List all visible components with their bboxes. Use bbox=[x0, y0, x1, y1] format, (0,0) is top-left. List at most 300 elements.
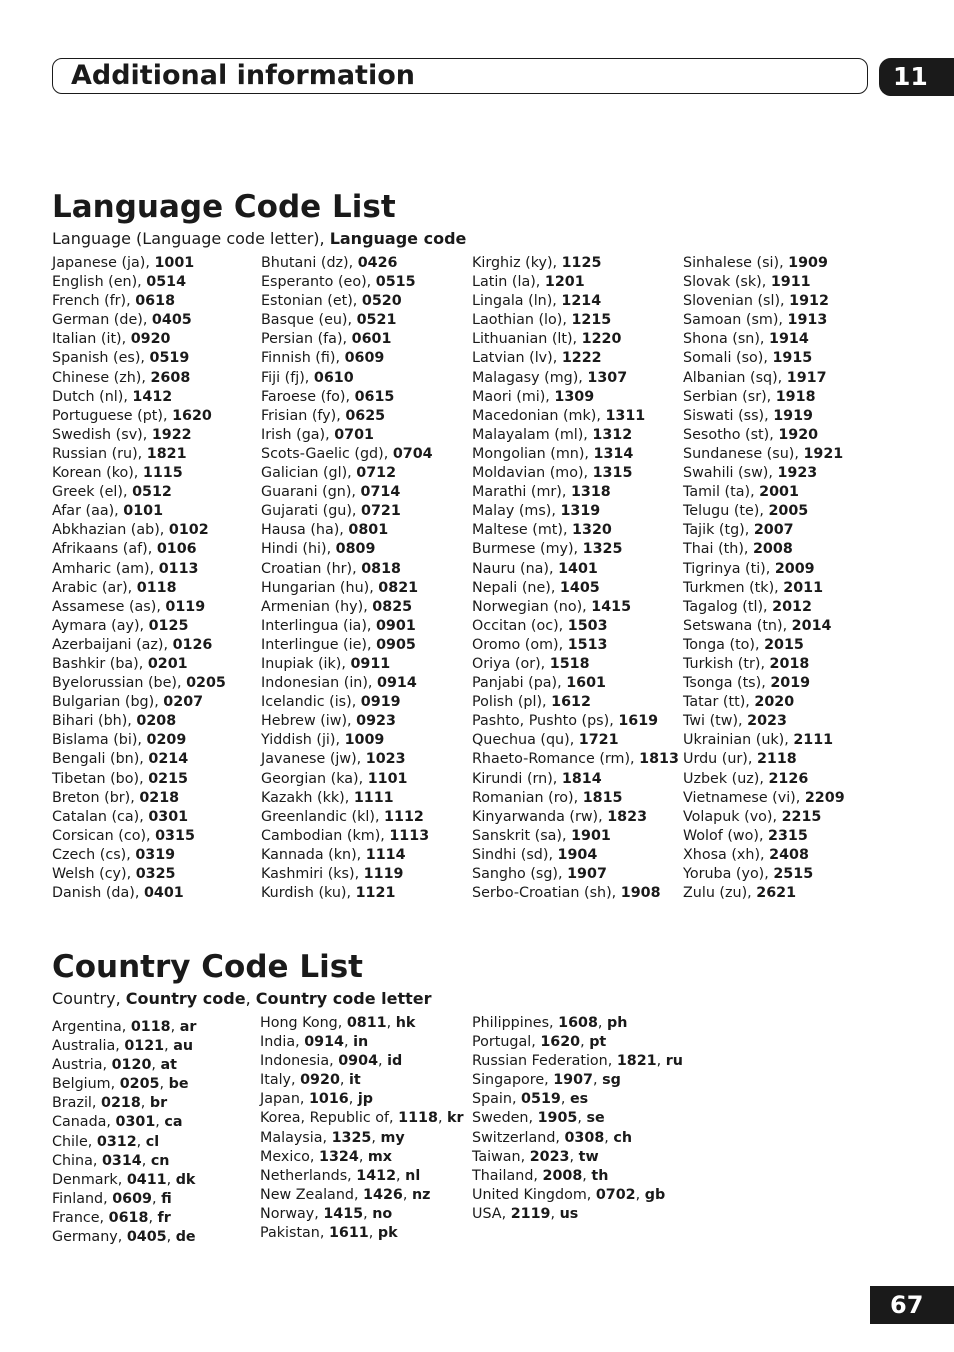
language-code: 1001 bbox=[154, 255, 195, 271]
language-name: Latin (la), bbox=[472, 274, 545, 291]
language-column-1 bbox=[52, 254, 226, 903]
country-letter: id bbox=[387, 1053, 403, 1070]
country-code: 2023 bbox=[529, 1148, 570, 1165]
language-code: 0214 bbox=[148, 751, 189, 768]
language-code: 0218 bbox=[139, 789, 180, 806]
language-code: 1315 bbox=[592, 465, 633, 482]
language-code: 2015 bbox=[764, 636, 804, 653]
language-code: 0208 bbox=[136, 713, 177, 730]
country-letter: nl bbox=[405, 1167, 421, 1184]
language-entry bbox=[52, 407, 226, 426]
language-name: Nauru (na), bbox=[472, 560, 559, 577]
country-code: 0618 bbox=[108, 1209, 149, 1226]
language-column-2 bbox=[261, 254, 433, 903]
language-name: Sangho (sg), bbox=[472, 866, 568, 882]
language-code: 1125 bbox=[561, 255, 602, 271]
language-code: 1901 bbox=[571, 827, 611, 844]
language-entry bbox=[683, 865, 845, 884]
language-code: 0126 bbox=[172, 636, 213, 653]
language-code: 1815 bbox=[582, 789, 623, 806]
language-entry bbox=[52, 273, 226, 292]
country-column-2 bbox=[260, 1014, 464, 1243]
language-name: Uzbek (uz), bbox=[683, 770, 769, 787]
country-code: 0120 bbox=[111, 1057, 152, 1074]
language-code: 0514 bbox=[146, 274, 187, 291]
language-entry bbox=[261, 750, 433, 769]
country-legend bbox=[52, 989, 432, 1009]
language-entry bbox=[52, 502, 226, 521]
country-letter: in bbox=[353, 1034, 369, 1051]
country-letter: dk bbox=[175, 1171, 196, 1188]
country-code: 1620 bbox=[540, 1034, 581, 1051]
country-code: 0411 bbox=[126, 1171, 167, 1188]
country-code: 0218 bbox=[101, 1095, 141, 1112]
country-letter: tw bbox=[578, 1148, 599, 1165]
country-letter: ru bbox=[665, 1053, 683, 1070]
language-section-title: Language Code List bbox=[52, 189, 396, 225]
country-entry: China, 0314, cn bbox=[52, 1152, 170, 1169]
language-code: 1115 bbox=[142, 465, 183, 482]
country-name: Sweden, bbox=[472, 1110, 538, 1127]
language-entry bbox=[683, 598, 845, 617]
language-name: Afar (aa), bbox=[52, 503, 124, 520]
language-code: 1913 bbox=[787, 312, 828, 329]
language-entry bbox=[261, 445, 433, 464]
country-letter: pk bbox=[377, 1225, 398, 1242]
language-code: 1907 bbox=[567, 866, 607, 882]
language-entry bbox=[472, 445, 679, 464]
language-code: 0520 bbox=[361, 293, 402, 310]
language-code: 2215 bbox=[781, 808, 822, 825]
language-code: 1904 bbox=[557, 846, 598, 863]
language-code: 1601 bbox=[566, 675, 607, 692]
language-entry bbox=[683, 712, 845, 731]
country-code: 1412 bbox=[356, 1167, 397, 1184]
language-entry bbox=[683, 827, 845, 846]
language-name: Hebrew (iw), bbox=[261, 713, 357, 730]
language-code: 1325 bbox=[582, 541, 623, 558]
language-code: 1113 bbox=[389, 827, 430, 844]
language-code: 2315 bbox=[768, 827, 808, 844]
language-entry bbox=[683, 579, 845, 598]
language-name: Kashmiri (ks), bbox=[261, 866, 364, 882]
country-code: 2119 bbox=[510, 1205, 551, 1222]
language-entry bbox=[683, 349, 845, 368]
page-number: 67 bbox=[870, 1286, 954, 1324]
country-name: Netherlands, bbox=[260, 1167, 357, 1184]
language-code: 1513 bbox=[567, 636, 608, 653]
language-code: 1823 bbox=[607, 808, 648, 825]
language-entry bbox=[52, 560, 226, 579]
language-code: 1518 bbox=[549, 655, 590, 672]
country-letter: be bbox=[168, 1076, 189, 1093]
language-entry bbox=[52, 770, 226, 789]
country-letter: gb bbox=[644, 1186, 666, 1203]
language-entry bbox=[52, 445, 226, 464]
language-code: 1721 bbox=[578, 732, 619, 749]
language-code: 2011 bbox=[783, 579, 824, 596]
language-name: Abkhazian (ab), bbox=[52, 522, 169, 539]
country-code: 0118 bbox=[130, 1019, 171, 1035]
language-entry bbox=[472, 655, 679, 674]
language-code: 0119 bbox=[165, 598, 206, 615]
country-column-1 bbox=[52, 1018, 196, 1247]
language-name: Assamese (as), bbox=[52, 598, 166, 615]
language-name: Quechua (qu), bbox=[472, 732, 579, 749]
language-name: Kirghiz (ky), bbox=[472, 255, 562, 271]
country-entry: Singapore, 1907, sg bbox=[472, 1072, 621, 1089]
language-code: 0905 bbox=[376, 636, 416, 653]
language-code: 1914 bbox=[769, 331, 809, 348]
language-code: 2005 bbox=[768, 503, 809, 520]
language-code: 1814 bbox=[561, 770, 602, 787]
language-entry bbox=[472, 770, 679, 789]
language-name: Czech (cs), bbox=[52, 846, 136, 863]
language-name: Serbian (sr), bbox=[683, 388, 776, 405]
language-code: 0101 bbox=[123, 503, 164, 520]
language-entry bbox=[472, 254, 679, 273]
language-name: Tigrinya (ti), bbox=[683, 560, 775, 577]
language-name: Dutch (nl), bbox=[52, 388, 133, 405]
language-code: 0701 bbox=[334, 426, 374, 443]
country-column-3 bbox=[472, 1014, 683, 1224]
language-name: Sanskrit (sa), bbox=[472, 827, 572, 844]
country-letter: fr bbox=[157, 1209, 171, 1226]
country-entry: USA, 2119, us bbox=[472, 1205, 579, 1222]
country-code: 0405 bbox=[126, 1229, 167, 1246]
language-name: Bislama (bi), bbox=[52, 732, 147, 749]
country-name: Italy, bbox=[260, 1072, 301, 1089]
language-entry bbox=[52, 750, 226, 769]
chapter-number-tab: 11 bbox=[879, 58, 954, 96]
language-code: 0825 bbox=[372, 598, 413, 615]
language-name: Arabic (ar), bbox=[52, 579, 137, 596]
language-name: Urdu (ur), bbox=[683, 751, 757, 768]
language-entry bbox=[472, 273, 679, 292]
country-code: 0609 bbox=[112, 1190, 152, 1207]
language-code: 1917 bbox=[786, 369, 827, 386]
country-entry: Spain, 0519, es bbox=[472, 1091, 589, 1108]
country-name: Taiwan, bbox=[472, 1148, 530, 1165]
language-name: Korean (ko), bbox=[52, 465, 143, 482]
language-entry bbox=[683, 770, 845, 789]
language-code: 1101 bbox=[367, 770, 408, 787]
country-entry: United Kingdom, 0702, gb bbox=[472, 1186, 666, 1203]
language-code: 0426 bbox=[357, 255, 398, 271]
language-code: 1503 bbox=[567, 617, 608, 634]
language-name: Greek (el), bbox=[52, 484, 133, 501]
country-name: Belgium, bbox=[52, 1076, 120, 1093]
language-entry bbox=[683, 636, 845, 655]
language-entry bbox=[261, 579, 433, 598]
language-code: 1923 bbox=[777, 465, 818, 482]
language-entry bbox=[52, 311, 226, 330]
language-entry bbox=[261, 540, 433, 559]
country-letter: kr bbox=[447, 1110, 464, 1127]
country-letter: ph bbox=[607, 1015, 628, 1031]
language-code: 2608 bbox=[150, 369, 191, 386]
language-entry bbox=[683, 655, 845, 674]
language-code: 0809 bbox=[335, 541, 376, 558]
country-code: 1118 bbox=[398, 1110, 438, 1127]
language-entry bbox=[683, 445, 845, 464]
country-entry: Canada, 0301, ca bbox=[52, 1114, 183, 1131]
language-entry bbox=[52, 693, 226, 712]
language-code: 1214 bbox=[561, 293, 602, 310]
language-entry bbox=[472, 750, 679, 769]
language-name: Mongolian (mn), bbox=[472, 445, 594, 462]
language-entry bbox=[261, 846, 433, 865]
language-entry bbox=[52, 540, 226, 559]
country-section-title: Country Code List bbox=[52, 949, 363, 985]
country-letter: pt bbox=[589, 1034, 607, 1051]
language-name: Japanese (ja), bbox=[52, 255, 155, 271]
language-code: 1119 bbox=[363, 866, 404, 882]
country-code: 0121 bbox=[124, 1038, 165, 1055]
language-entry bbox=[52, 254, 226, 273]
language-name: Frisian (fy), bbox=[261, 407, 346, 424]
language-name: Hausa (ha), bbox=[261, 522, 349, 539]
language-entry bbox=[683, 846, 845, 865]
language-entry bbox=[472, 827, 679, 846]
country-letter: au bbox=[173, 1038, 194, 1055]
language-name: Bihari (bh), bbox=[52, 713, 137, 730]
language-code: 0113 bbox=[158, 560, 199, 577]
language-name: Turkish (tr), bbox=[683, 655, 770, 672]
language-code: 2209 bbox=[804, 789, 845, 806]
language-code: 1222 bbox=[561, 350, 602, 367]
language-code: 0609 bbox=[344, 350, 385, 367]
language-entry bbox=[683, 273, 845, 292]
language-name: Tatar (tt), bbox=[683, 694, 755, 711]
language-entry bbox=[683, 674, 845, 693]
language-entry bbox=[683, 407, 845, 426]
language-code: 1121 bbox=[355, 885, 396, 902]
legend-text: Language (Language code letter), bbox=[52, 229, 330, 248]
country-entry: Germany, 0405, de bbox=[52, 1229, 196, 1246]
language-name: Bashkir (ba), bbox=[52, 655, 148, 672]
country-name: Spain, bbox=[472, 1091, 522, 1108]
language-name: Finnish (fi), bbox=[261, 350, 345, 367]
language-code: 1114 bbox=[365, 846, 406, 863]
language-entry bbox=[52, 655, 226, 674]
language-entry bbox=[261, 502, 433, 521]
country-entry: Hong Kong, 0811, hk bbox=[260, 1015, 416, 1031]
country-letter: mx bbox=[367, 1148, 393, 1165]
language-code: 1023 bbox=[365, 751, 406, 768]
language-name: Macedonian (mk), bbox=[472, 407, 606, 424]
language-entry bbox=[261, 636, 433, 655]
language-name: Croatian (hr), bbox=[261, 560, 362, 577]
legend-bold: Language code bbox=[329, 229, 467, 248]
language-entry bbox=[261, 770, 433, 789]
language-code: 1911 bbox=[770, 274, 811, 291]
country-entry: Denmark, 0411, dk bbox=[52, 1171, 196, 1188]
language-name: Guarani (gn), bbox=[261, 484, 361, 501]
language-entry bbox=[261, 560, 433, 579]
language-name: Serbo-Croatian (sh), bbox=[472, 885, 621, 902]
country-entry: Portugal, 1620, pt bbox=[472, 1034, 607, 1051]
language-name: Tibetan (bo), bbox=[52, 770, 149, 787]
country-letter: ch bbox=[613, 1129, 633, 1146]
language-code: 0914 bbox=[377, 675, 417, 692]
language-code: 0209 bbox=[146, 732, 187, 749]
language-name: Indonesian (in), bbox=[261, 675, 378, 692]
language-code: 2018 bbox=[769, 655, 810, 672]
language-name: Portuguese (pt), bbox=[52, 407, 173, 424]
language-code: 2408 bbox=[769, 846, 809, 863]
language-entry bbox=[472, 349, 679, 368]
language-entry bbox=[261, 827, 433, 846]
country-name: Indonesia, bbox=[260, 1053, 339, 1070]
country-name: Norway, bbox=[260, 1205, 324, 1222]
country-name: Austria, bbox=[52, 1057, 112, 1074]
language-code: 0625 bbox=[345, 407, 386, 424]
language-entry bbox=[52, 846, 226, 865]
country-letter: de bbox=[175, 1229, 196, 1246]
language-name: Sinhalese (si), bbox=[683, 255, 789, 271]
language-code: 0102 bbox=[168, 522, 209, 539]
language-name: Gujarati (gu), bbox=[261, 503, 362, 520]
country-letter: at bbox=[160, 1057, 177, 1074]
language-code: 1921 bbox=[803, 445, 844, 462]
language-code: 2019 bbox=[770, 675, 811, 692]
language-entry bbox=[52, 579, 226, 598]
language-code: 1912 bbox=[789, 293, 829, 310]
language-entry bbox=[683, 750, 845, 769]
language-entry bbox=[261, 521, 433, 540]
language-entry bbox=[261, 598, 433, 617]
language-name: Spanish (es), bbox=[52, 350, 150, 367]
language-code: 1312 bbox=[592, 426, 633, 443]
language-name: Galician (gl), bbox=[261, 465, 357, 482]
language-entry bbox=[472, 540, 679, 559]
language-entry bbox=[683, 884, 845, 903]
country-letter: it bbox=[349, 1072, 361, 1089]
language-name: Slovak (sk), bbox=[683, 274, 771, 291]
language-name: Azerbaijani (az), bbox=[52, 636, 173, 653]
language-entry bbox=[52, 388, 226, 407]
country-letter: cl bbox=[145, 1133, 160, 1150]
language-entry bbox=[261, 254, 433, 273]
language-entry bbox=[52, 292, 226, 311]
language-entry bbox=[472, 502, 679, 521]
language-code: 2012 bbox=[772, 598, 812, 615]
language-code: 0215 bbox=[148, 770, 188, 787]
language-code: 1314 bbox=[593, 445, 634, 462]
country-name: Mexico, bbox=[260, 1148, 320, 1165]
language-code: 0721 bbox=[361, 503, 401, 520]
language-entry bbox=[683, 483, 845, 502]
language-name: Afrikaans (af), bbox=[52, 541, 157, 558]
language-entry bbox=[261, 808, 433, 827]
language-code: 1215 bbox=[571, 312, 612, 329]
language-code: 0911 bbox=[350, 655, 391, 672]
country-entry: Norway, 1415, no bbox=[260, 1205, 393, 1222]
legend-bold: Country code letter bbox=[255, 989, 432, 1008]
language-name: Turkmen (tk), bbox=[683, 579, 784, 596]
language-name: Tonga (to), bbox=[683, 636, 765, 653]
language-code: 1319 bbox=[560, 503, 601, 520]
language-name: Setswana (tn), bbox=[683, 617, 792, 634]
language-code: 2008 bbox=[752, 541, 793, 558]
language-code: 2009 bbox=[774, 560, 815, 577]
language-name: Malagasy (mg), bbox=[472, 369, 588, 386]
language-name: French (fr), bbox=[52, 293, 136, 310]
country-letter: cn bbox=[150, 1152, 170, 1169]
legend-text: Country, bbox=[52, 989, 126, 1008]
language-name: Breton (br), bbox=[52, 789, 140, 806]
language-name: Romanian (ro), bbox=[472, 789, 583, 806]
language-name: Interlingue (ie), bbox=[261, 636, 377, 653]
language-code: 1111 bbox=[353, 789, 394, 806]
language-name: Oromo (om), bbox=[472, 636, 568, 653]
country-code: 0904 bbox=[338, 1053, 379, 1070]
language-code: 2020 bbox=[754, 694, 795, 711]
language-name: Swedish (sv), bbox=[52, 426, 152, 443]
language-entry bbox=[472, 674, 679, 693]
language-entry bbox=[52, 330, 226, 349]
language-entry bbox=[683, 254, 845, 273]
language-code: 1201 bbox=[544, 274, 585, 291]
country-code: 1907 bbox=[553, 1072, 594, 1089]
country-entry: Finland, 0609, fi bbox=[52, 1190, 172, 1207]
language-column-3 bbox=[472, 254, 679, 903]
language-code: 2007 bbox=[753, 522, 794, 539]
language-code: 0818 bbox=[361, 560, 401, 577]
language-entry bbox=[261, 693, 433, 712]
language-name: Marathi (mr), bbox=[472, 484, 571, 501]
language-entry bbox=[52, 712, 226, 731]
language-name: Inupiak (ik), bbox=[261, 655, 351, 672]
language-name: Byelorussian (be), bbox=[52, 675, 187, 692]
language-entry bbox=[472, 712, 679, 731]
language-name: Panjabi (pa), bbox=[472, 675, 567, 692]
language-code: 1920 bbox=[778, 426, 819, 443]
country-entry: Austria, 0120, at bbox=[52, 1057, 177, 1074]
language-code: 1412 bbox=[132, 388, 173, 405]
language-code: 0106 bbox=[156, 541, 197, 558]
language-code: 0401 bbox=[143, 885, 184, 902]
language-name: Welsh (cy), bbox=[52, 866, 136, 882]
country-name: France, bbox=[52, 1209, 109, 1226]
language-entry bbox=[472, 388, 679, 407]
language-code: 1220 bbox=[581, 331, 622, 348]
country-letter: nz bbox=[411, 1186, 431, 1203]
country-letter: ca bbox=[164, 1114, 183, 1131]
language-entry bbox=[261, 617, 433, 636]
language-name: Siswati (ss), bbox=[683, 407, 774, 424]
country-name: New Zealand, bbox=[260, 1186, 364, 1203]
language-name: Malayalam (ml), bbox=[472, 426, 593, 443]
country-code: 0811 bbox=[346, 1015, 387, 1031]
language-code: 0714 bbox=[360, 484, 401, 501]
language-code: 2001 bbox=[759, 484, 799, 501]
country-letter: se bbox=[586, 1110, 605, 1127]
language-code: 1112 bbox=[384, 808, 424, 825]
country-name: Pakistan, bbox=[260, 1225, 329, 1242]
language-name: Sesotho (st), bbox=[683, 426, 779, 443]
language-name: Greenlandic (kl), bbox=[261, 808, 385, 825]
language-name: Thai (th), bbox=[683, 541, 753, 558]
country-entry: France, 0618, fr bbox=[52, 1209, 171, 1226]
country-name: USA, bbox=[472, 1205, 511, 1222]
language-code: 2126 bbox=[768, 770, 809, 787]
language-name: Maltese (mt), bbox=[472, 522, 573, 539]
language-entry bbox=[52, 598, 226, 617]
language-code: 2621 bbox=[756, 885, 797, 902]
language-code: 1612 bbox=[551, 694, 591, 711]
